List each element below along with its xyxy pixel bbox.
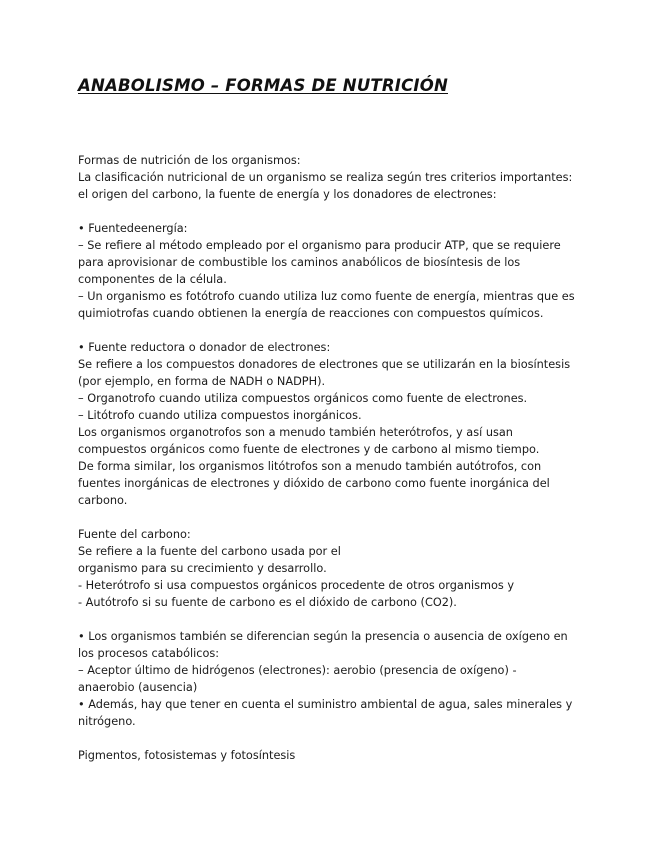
carbon-heading: Fuente del carbono: [78,528,191,541]
energy-line: – Un organismo es fotótrofo cuando utiliza luz como fuente de energía, mientras que es [78,290,575,303]
reductor-line: (por ejemplo, en forma de NADH o NADPH). [78,375,326,388]
reductor-line: Se refiere a los compuestos donadores de electrones que se utilizarán en la biosíntesis [78,358,571,371]
energy-section [78,220,598,322]
reductor-line: Los organismos organotrofos son a menudo también heterótrofos, y así usan [78,426,513,439]
energy-line: componentes de la célula. [78,273,227,286]
paragraph-gap [78,730,598,747]
intro-line: el origen del carbono, la fuente de energía y los donadores de electrones: [78,188,497,201]
carbon-line: - Heterótrofo si usa compuestos orgánicos procedente de otros organismos y [78,579,515,592]
reductor-line: – Organotrofo cuando utiliza compuestos orgánicos como fuente de electrones. [78,392,528,405]
document-body [78,152,598,764]
intro-line: La clasificación nutricional de un organismo se realiza según tres criterios importantes: [78,171,573,184]
paragraph-gap [78,611,598,628]
oxygen-line: • Los organismos también se diferencian según la presencia o ausencia de oxígeno en [78,630,568,643]
page-title: ANABOLISMO – FORMAS DE NUTRICIÓN [78,76,448,95]
reductor-line: – Litótrofo cuando utiliza compuestos inorgánicos. [78,409,362,422]
energy-heading: • Fuentedeenergía: [78,222,188,235]
carbon-line: Se refiere a la fuente del carbono usada por el [78,545,341,558]
oxygen-section [78,628,598,730]
reductor-line: fuentes inorgánicas de electrones y dióxido de carbono como fuente inorgánica del [78,477,550,490]
paragraph-gap [78,322,598,339]
paragraph-gap [78,509,598,526]
pigments-heading: Pigmentos, fotosistemas y fotosíntesis [78,749,296,762]
intro-line: Formas de nutrición de los organismos: [78,154,301,167]
reductor-line: compuestos orgánicos como fuente de electrones y de carbono al mismo tiempo. [78,443,540,456]
reductor-section [78,339,598,509]
energy-line: para aprovisionar de combustible los caminos anabólicos de biosíntesis de los [78,256,521,269]
oxygen-line: – Aceptor último de hidrógenos (electrones): aerobio (presencia de oxígeno) - [78,664,517,677]
oxygen-line: los procesos catabólicos: [78,647,220,660]
energy-line: – Se refiere al método empleado por el organismo para producir ATP, que se requiere [78,239,561,252]
intro-section [78,152,598,203]
carbon-line: organismo para su crecimiento y desarrollo. [78,562,327,575]
reductor-line: carbono. [78,494,128,507]
reductor-heading: • Fuente reductora o donador de electrones: [78,341,331,354]
oxygen-line: • Además, hay que tener en cuenta el suministro ambiental de agua, sales minerales y [78,698,573,711]
paragraph-gap [78,203,598,220]
carbon-line: - Autótrofo si su fuente de carbono es el dióxido de carbono (CO2). [78,596,457,609]
oxygen-line: anaerobio (ausencia) [78,681,198,694]
carbon-section [78,526,598,611]
reductor-line: De forma similar, los organismos litótrofos son a menudo también autótrofos, con [78,460,542,473]
oxygen-line: nitrógeno. [78,715,136,728]
energy-line: quimiotrofas cuando obtienen la energía de reacciones con compuestos químicos. [78,307,544,320]
